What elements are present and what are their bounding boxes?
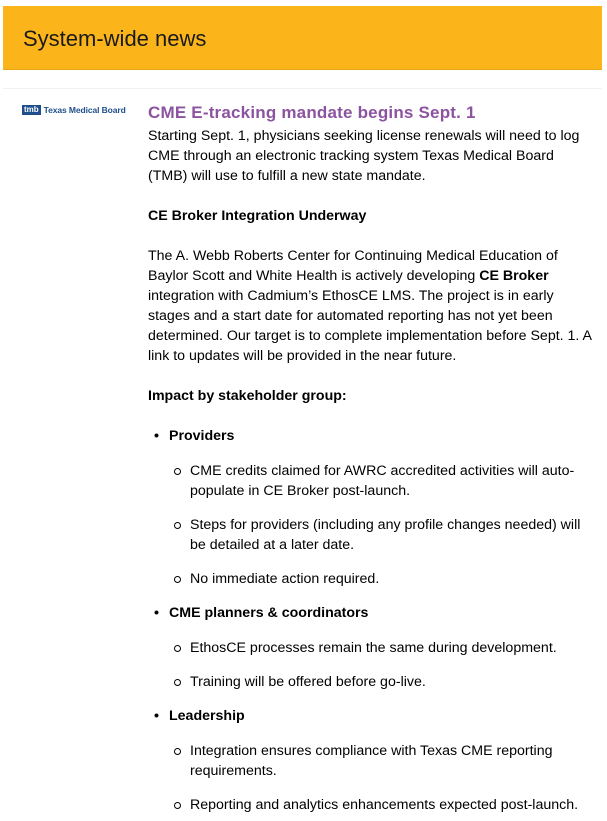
body-text-end: integration with Cadmium’s EthosCE LMS. The project is in early stages and a start date for automated reporting has not yet been determined. Our target is to complete implementation before Sept. 1. A link to updates will be provided in the near future. (148, 288, 592, 364)
group-label: Leadership (169, 708, 245, 724)
group-items (169, 461, 593, 589)
list-item (169, 638, 593, 658)
list-item-text: CME credits claimed for AWRC accredited activities will auto-populate in CE Broker post-launch. (190, 463, 575, 499)
circle-bullet-icon (174, 748, 181, 755)
article-subheading: CE Broker Integration Underway (148, 208, 367, 224)
circle-bullet-icon (174, 468, 181, 475)
body-text-bold: CE Broker (479, 268, 549, 284)
list-item-text: EthosCE processes remain the same during development. (190, 640, 557, 656)
article (148, 103, 593, 821)
stakeholder-group-leadership (148, 706, 593, 815)
list-item (169, 461, 593, 501)
bullet-icon: • (154, 708, 159, 724)
group-label: Providers (169, 428, 235, 444)
list-item-text: Integration ensures compliance with Texas CME reporting requirements. (190, 743, 553, 779)
bullet-icon: • (154, 428, 159, 444)
circle-bullet-icon (174, 645, 181, 652)
group-items (169, 638, 593, 692)
list-item (169, 569, 593, 589)
circle-bullet-icon (174, 679, 181, 686)
stakeholder-group-planners (148, 603, 593, 692)
list-item (169, 515, 593, 555)
list-item (169, 741, 593, 781)
stakeholder-list (148, 426, 593, 815)
tmb-logo-mark: tmb (24, 105, 39, 114)
list-item-text: Reporting and analytics enhancements expected post-launch. (190, 797, 579, 813)
body-text-start: The A. Webb Roberts Center for Continuing Medical Education of Baylor Scott and White Health is actively developing (148, 248, 558, 284)
group-label: CME planners & coordinators (169, 605, 369, 621)
section-banner (3, 6, 602, 70)
circle-bullet-icon (174, 576, 181, 583)
section-title: System-wide news (23, 26, 207, 51)
article-body (148, 246, 593, 366)
article-intro: Starting Sept. 1, physicians seeking license renewals will need to log CME through an electronic tracking system Texas Medical Board (TMB) will use to fulfill a new state mandate. (148, 128, 580, 184)
texas-medical-board-logo (22, 104, 126, 116)
circle-bullet-icon (174, 802, 181, 809)
list-item-text: Training will be offered before go-live. (190, 674, 426, 690)
bullet-icon: • (154, 605, 159, 621)
list-item (169, 795, 593, 815)
list-item (169, 672, 593, 692)
list-item-text: No immediate action required. (190, 571, 380, 587)
stakeholder-group-providers (148, 426, 593, 589)
list-item-text: Steps for providers (including any profile changes needed) will be detailed at a later date. (190, 517, 581, 553)
group-items (169, 741, 593, 815)
impact-heading: Impact by stakeholder group: (148, 388, 347, 404)
article-headline[interactable]: CME E-tracking mandate begins Sept. 1 (148, 103, 476, 122)
circle-bullet-icon (174, 522, 181, 529)
tmb-logo-text: Texas Medical Board (43, 105, 126, 115)
